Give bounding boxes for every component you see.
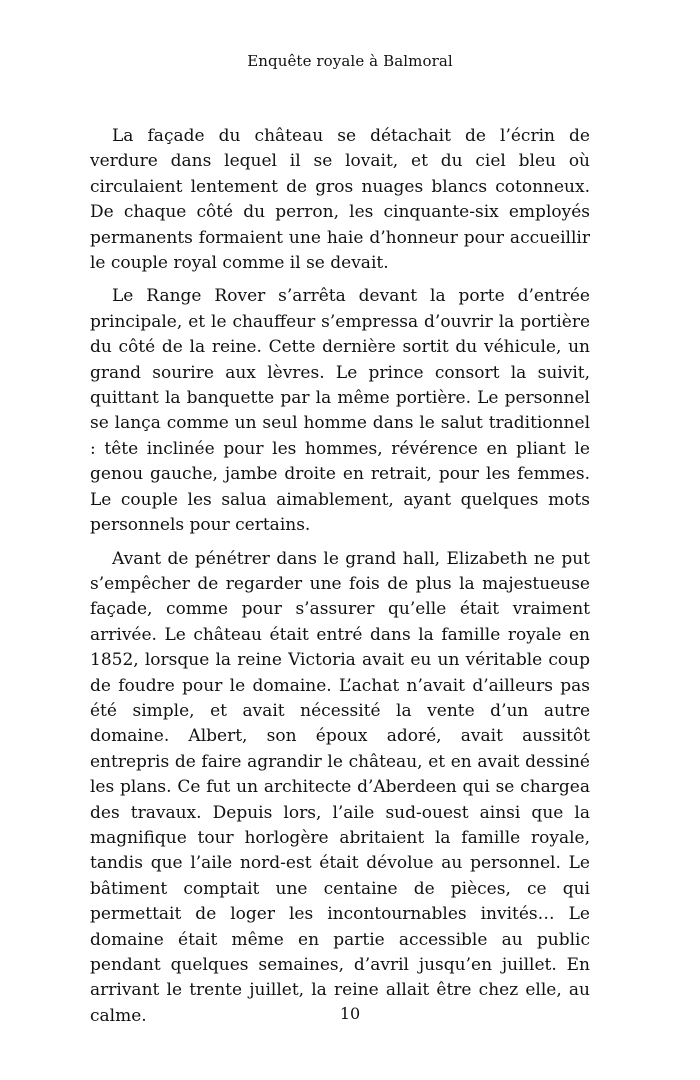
paragraph-2: Le Range Rover s’arrêta devant la porte d’entrée principale, et le chauffeur s’empressa d’ouvrir la portière du côté de la reine. Cette dernière sortit du véhicule, un grand sourire aux lèvres. Le prince consort la suivit, quittant la banquette par la même portière. Le personnel se lança comme un seul homme dans le salut traditionnel : tête inclinée pour les hommes, révérence en pliant le genou gauche, jambe droite en retrait, pour les femmes. Le couple les salua aimablement, ayant quelques mots personnels pour certains. (90, 286, 590, 536)
page-number: 10 (339, 1004, 361, 1023)
body-text (90, 124, 590, 1037)
paragraph-1: La façade du château se détachait de l’écrin de verdure dans lequel il se lovait, et du ciel bleu où circulaient lentement de gros nuages blancs cotonneux. De chaque côté du perron, les cinquante-six employés permanents formaient une haie d’honneur pour accueillir le couple royal comme il se devait. (90, 126, 590, 274)
running-head: Enquête royale à Balmoral (247, 52, 453, 70)
paragraph-3: Avant de pénétrer dans le grand hall, Elizabeth ne put s’empêcher de regarder une fois de plus la majestueuse façade, comme pour s’assurer qu’elle était vraiment arrivée. Le château était entré dans la famille royale en 1852, lorsque la reine Victoria avait eu un véritable coup de foudre pour le domaine. L’achat n’avait d’ailleurs pas été simple, et avait nécessité la vente d’un autre domaine. Albert, son époux adoré, avait aussitôt entrepris de faire agrandir le château, et en avait dessiné les plans. Ce fut un architecte d’Aberdeen qui se chargea des travaux. Depuis lors, l’aile sud-ouest ainsi que la magnifique tour horlogère abritaient la famille royale, tandis que l’aile nord-est était dévolue au personnel. Le bâtiment comptait une centaine de pièces, ce qui permettait de loger les incontournables invités… Le domaine était même en partie accessible au public pendant quelques semaines, d’avril jusqu’en juillet. En arrivant le trente juillet, la reine allait être chez elle, au calme. (90, 548, 590, 1026)
